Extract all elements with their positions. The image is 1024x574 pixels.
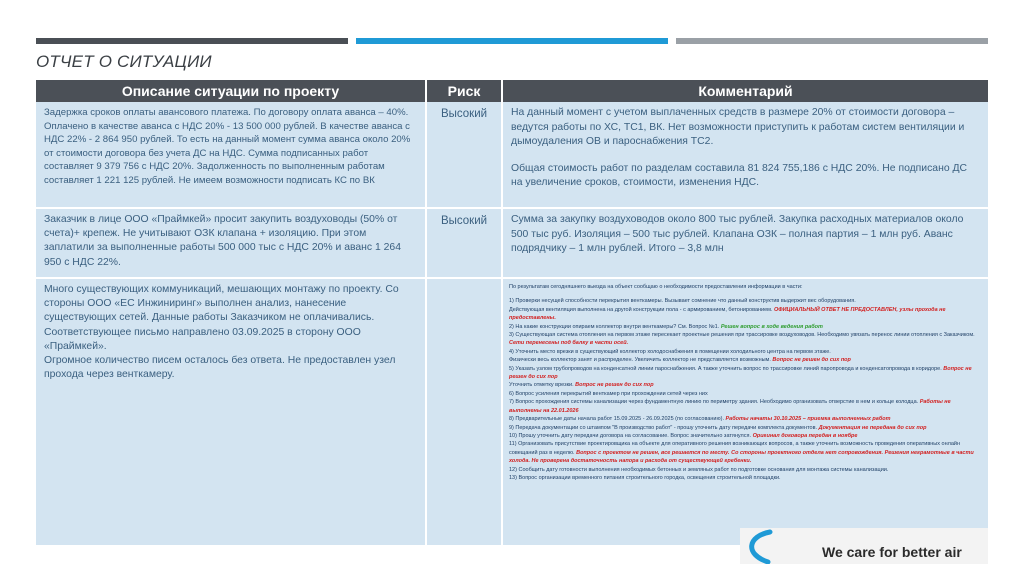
comment-item-1: 1) Проверки несущей способности перекрытия венткамеры. Вызывает сомнение что данный конструктив выдержит вес оборудования. xyxy=(509,298,856,305)
comment-item-1-detail: Действующая вентиляция выполнена на другой конструкции пола - с армированием, бетонированием. xyxy=(509,306,773,313)
comment-item-8-status: Работы начаты 30.10.2025 – приемка выполненных работ xyxy=(725,416,891,423)
row-2-description: Заказчик в лице ООО «Праймкей» просит закупить воздуховоды (50% от счета)+ крепеж. Не учитывают ОЗК клапана + изоляцию. При этом заплатили за выполненные работы 500 000 тыс с НДС 20% и аванс 1 264 950 с НДС 22%. xyxy=(36,208,426,278)
row-2-risk: Высокий xyxy=(426,208,502,278)
row-3-risk xyxy=(426,278,502,546)
row-1-comment-paragraph-2: Общая стоимость работ по разделам составила 81 824 755,186 с НДС 20%. Не подписано ДС на увеличение сроков, стоимости, изменения НДС. xyxy=(511,162,968,189)
comment-item-3-status: Сети перенесены под балку в части осей. xyxy=(509,340,629,347)
comment-item-4: 4) Уточнить место врезки в существующий коллектор холодоснабжения в помещении холодильного центра на первом этаже. xyxy=(509,348,831,355)
comment-item-4-status: Вопрос не решен до сих пор xyxy=(772,357,851,364)
row-3-description: Много существующих коммуникаций, мешающих монтажу по проекту. Со стороны ООО «ЕС Инжиниринг» выполнен анализ, нанесение существующих сетей. Данные работы Заказчиком не оплачивались. Соответствующее письмо направлено 03.09.2025 в сторону ООО «Праймкей». Огромное количество писем осталось без ответа. Не предоставлен узел прохода через венткамеру. xyxy=(36,278,426,546)
company-tagline: We care for better air xyxy=(822,544,962,560)
comment-item-12: 12) Сообщить дату готовности выполнения необходимых бетонных и земляных работ по подготовке основания для монтажа системы канализации. xyxy=(509,466,889,473)
row-1-comment xyxy=(502,102,988,208)
row-1-risk: Высокий xyxy=(426,102,502,208)
comment-item-5: 5) Указать узлом трубопроводов на конденсатной линии пароснабжения. А также уточнить вопрос по трассировке линий паропровода и конденсатопровода в коридоре. xyxy=(509,365,942,372)
top-bar-blue xyxy=(356,38,668,44)
situation-table xyxy=(36,80,988,547)
comment-item-11: 11) Организовать присутствие проектировщика на объекте для оперативного решения возникающих вопросов, а также уточнить возможность проведения оперативных онлайн совещаний раз в неделю. xyxy=(509,441,961,456)
comment-item-10: 10) Прошу уточнить дату передачи договора на согласование. Вопрос значительно затянулся. xyxy=(509,432,752,439)
row-3-comment xyxy=(502,278,988,546)
comment-item-5-status: Вопрос не решен до сих пор xyxy=(509,365,972,381)
comment-item-7-status: Работы не выполнены на 22.01.2026 xyxy=(509,399,951,414)
table-row xyxy=(36,208,988,278)
row-1-description: Задержка сроков оплаты авансового платежа. По договору оплата аванса – 40%. Оплачено в качестве аванса с НДС 20% - 13 500 000 рублей. В качестве аванса с НДС 22% - 2 864 950 рублей. То есть на данный момент сумма аванса около 20% от стоимости договора без учета ДС на НДС. Сумма подписанных работ составляет 9 379 756 с НДС 20%. Задолженность по выполненным работам составляет 1 221 125 рублей. Не имеем возможности подписать КС по ВК xyxy=(36,102,426,208)
row-2-comment: Сумма за закупку воздуховодов около 800 тыс рублей. Закупка расходных материалов около 500 тыс руб. Изоляция – 500 тыс рублей. Клапана ОЗК – полная партия – 1 млн руб. Аванс подрядчику – 1 млн рублей. Итого – 3,8 млн xyxy=(502,208,988,278)
comment-intro: По результатам сегодняшнего выезда на объект сообщаю о необходимости предоставления информации в части: xyxy=(509,284,803,290)
comment-item-7: 7) Вопрос прохождения системы канализации через фундаментную линию по периметру здания. Необходимо организовать отверстие в нем и кольце колодца. xyxy=(509,399,919,406)
comment-item-1-status: ОФИЦИАЛЬНЫЙ ОТВЕТ НЕ ПРЕДОСТАВЛЕН, узлы прохода не предоставлены. xyxy=(509,306,946,322)
comment-item-5-detail: Уточнить отметку врезки. xyxy=(509,382,574,389)
top-bar-gray xyxy=(676,38,988,44)
page-title: ОТЧЕТ О СИТУАЦИИ xyxy=(36,52,212,71)
top-decorative-bars xyxy=(36,38,988,44)
column-header-comment: Комментарий xyxy=(502,80,988,102)
comment-item-9-status: Документация не передана до сих пор xyxy=(818,424,927,431)
row-1-comment-paragraph-1: На данный момент с учетом выплаченных средств в размере 20% от стоимости договора – ведутся работы по ХС, ТС1, ВК. Нет возможности приступить к работам систем вентиляции и дымоудаления ОВ и пароснабжения ТС2. xyxy=(511,107,965,148)
comment-item-8: 8) Предварительные даты начала работ 15.09.2025 - 26.09.2025 (по согласованию). xyxy=(509,416,724,423)
comment-item-2: 2) На какие конструкции опираем коллектор внутри венткамеры? См. Вопрос №1. xyxy=(509,323,720,330)
comment-item-3: 3) Существующая система отопления на первом этаже пересекает проектные решения при трассировке воздуховодов. Необходимо увязать перенос линии отопления с Заказчиком. xyxy=(509,332,975,339)
comment-item-6: 6) Вопрос усиления перекрытий венткамер при прохождении сетей через них xyxy=(509,390,708,397)
company-logo xyxy=(740,528,988,564)
table-header-row xyxy=(36,80,988,102)
comment-item-4-detail: Физически весь коллектор занят и распределен. Увеличить коллектор не представляется возможным. xyxy=(509,357,771,364)
comment-item-13: 13) Вопрос организации временного питания строительного городка, освещения строительной площадки. xyxy=(509,474,781,481)
table-row xyxy=(36,102,988,208)
logo-swoosh-icon xyxy=(740,528,784,564)
comment-item-9: 9) Передача документации со штампом "В производство работ" - прошу уточнить дату передачи комплекта документов. xyxy=(509,424,818,431)
table-row xyxy=(36,278,988,546)
column-header-description: Описание ситуации по проекту xyxy=(36,80,426,102)
column-header-risk: Риск xyxy=(426,80,502,102)
top-bar-dark xyxy=(36,38,348,44)
comment-item-10-status: Оригинал договора передан в ноябре xyxy=(752,432,858,439)
comment-item-5-status-2: Вопрос не решен до сих пор xyxy=(575,382,654,389)
comment-item-2-status: Решен вопрос в ходе ведения работ xyxy=(720,323,823,330)
comment-item-11-status: Вопрос с проектом не решен, все решается по месту. Со стороны проектного отдела нет сопровождения. Решения неграмотные в части холода. Не проверена достаточность напора и расхода от существующей гребенки. xyxy=(509,449,974,465)
